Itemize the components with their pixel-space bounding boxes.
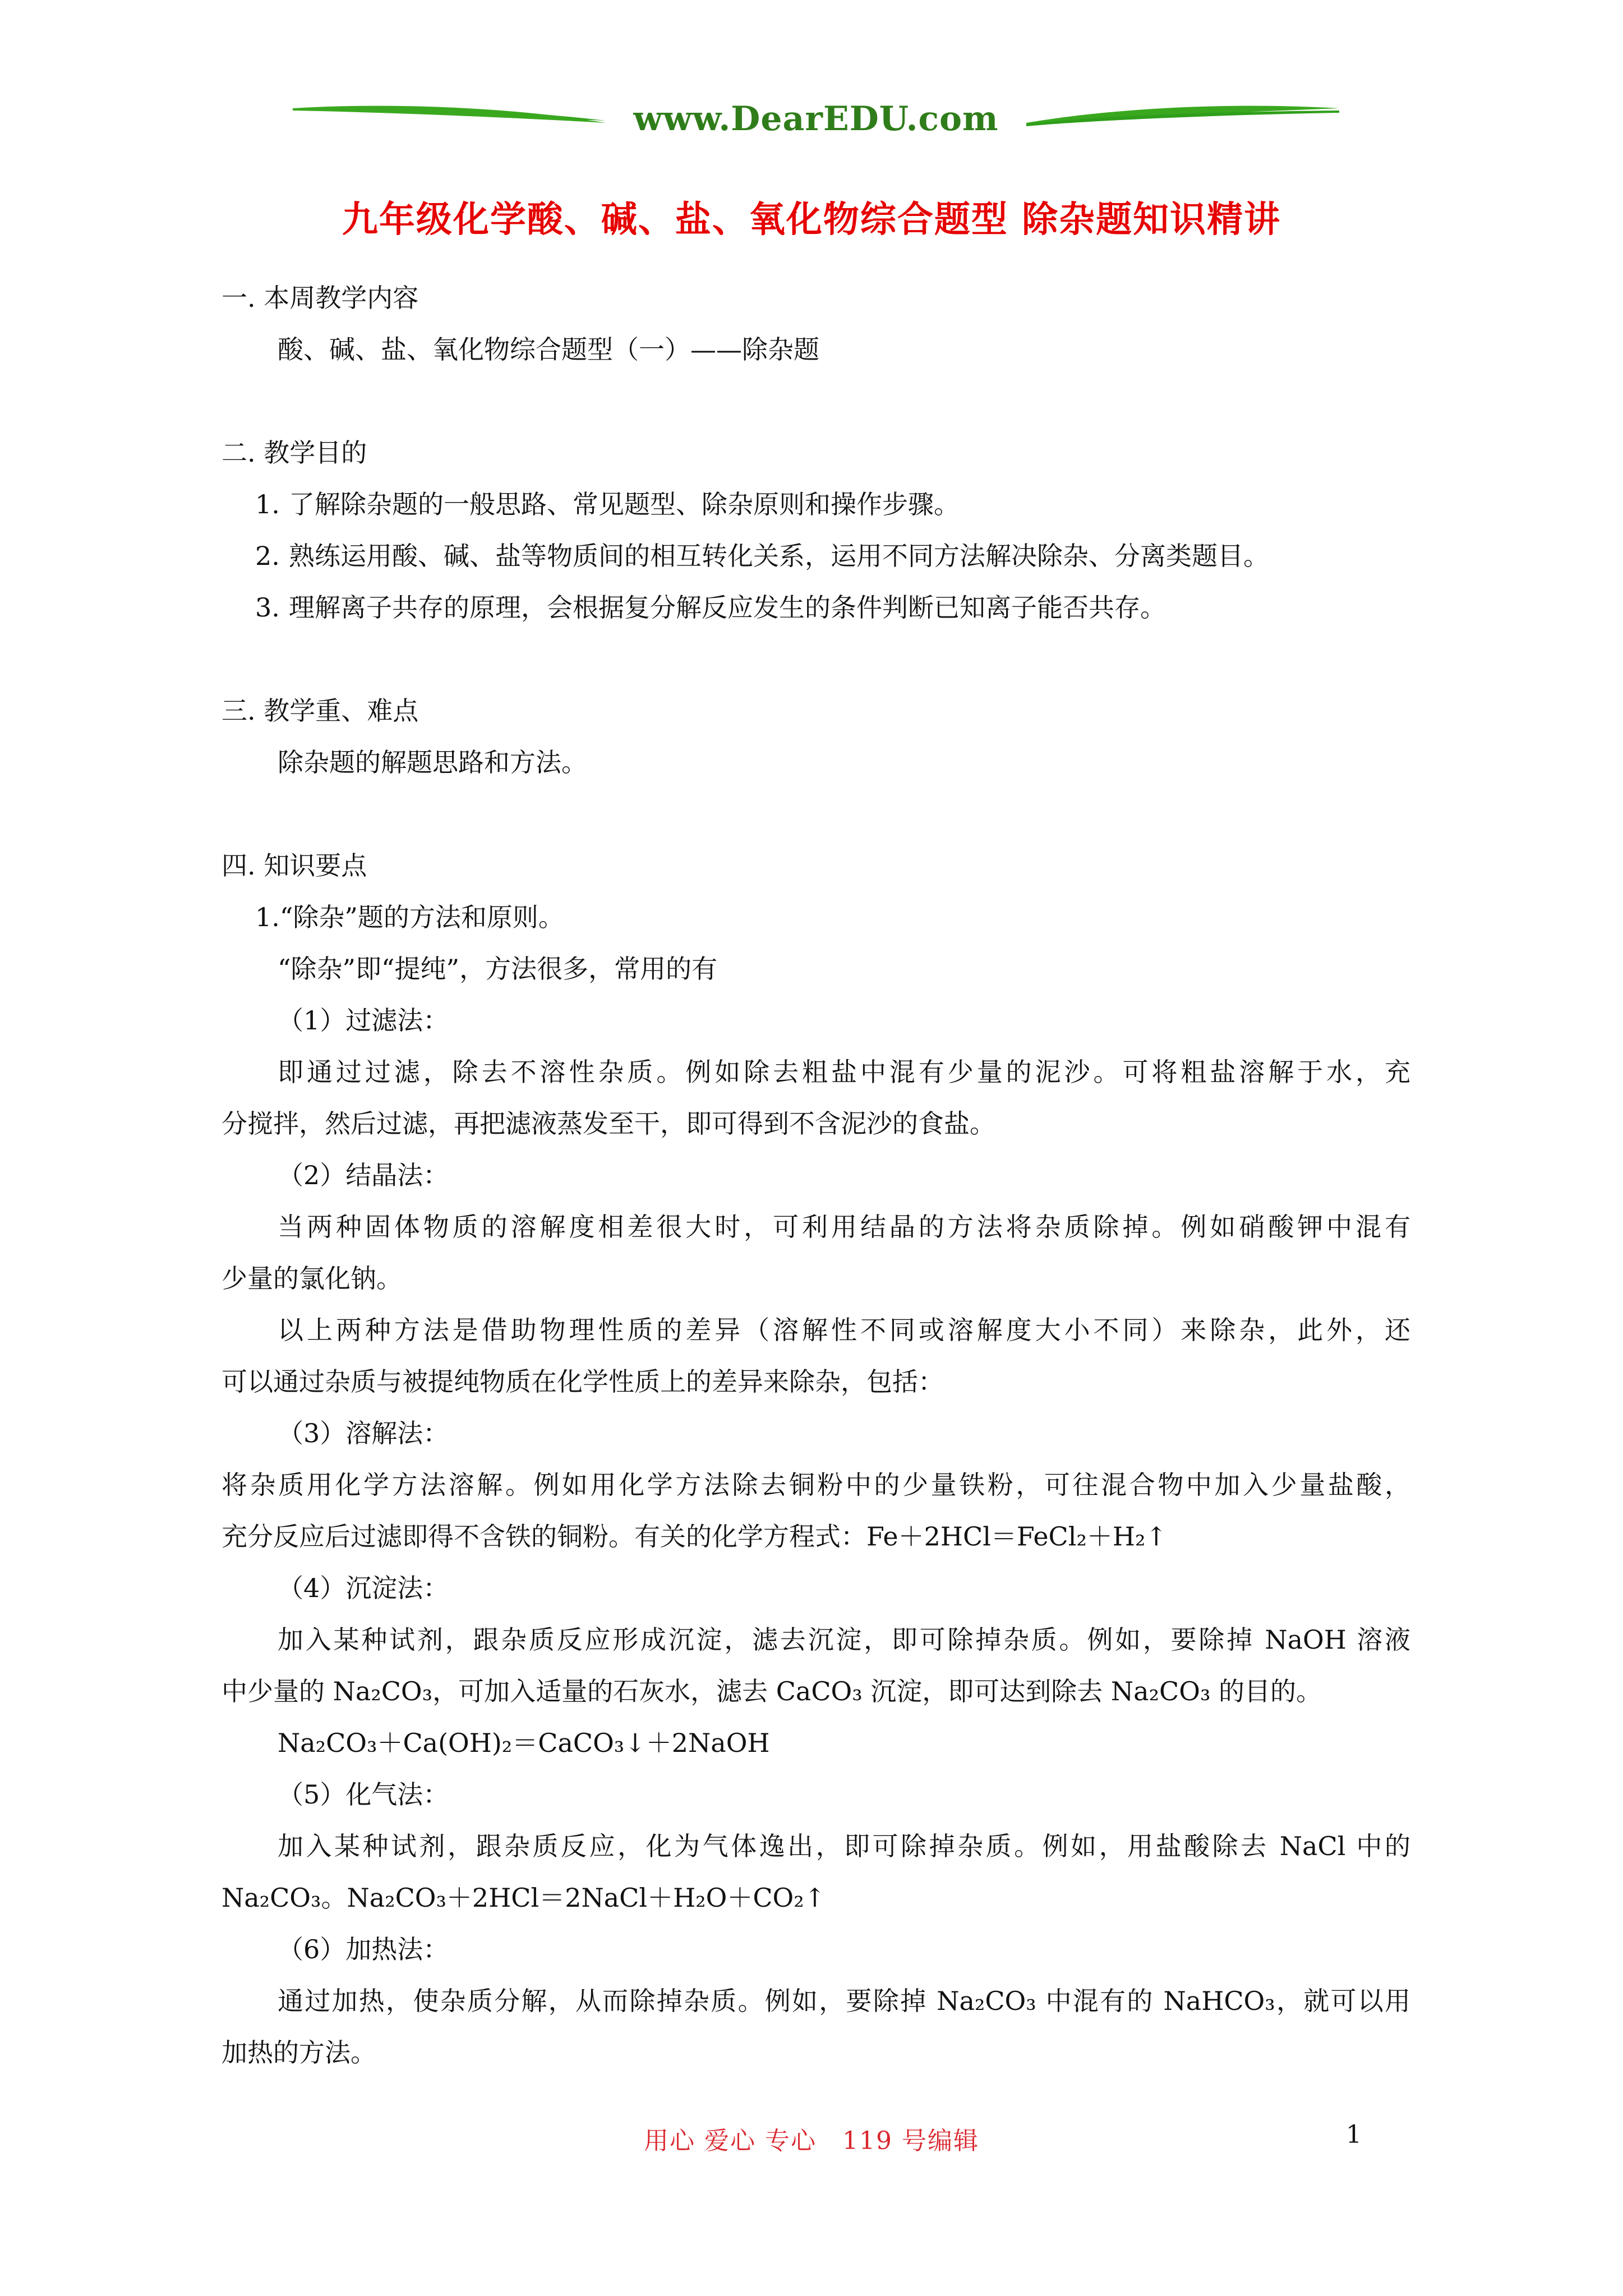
goal-text: 熟练运用酸、碱、盐等物质间的相互转化关系，运用不同方法解决除杂、分离类题目。 bbox=[289, 541, 1269, 571]
section-4-heading: 四. 知识要点 bbox=[222, 850, 367, 881]
method-6-line-1: 通过加热，使杂质分解，从而除掉杂质。例如，要除掉 Na₂CO₃ 中混有的 NaHCO₃，就可以用 bbox=[278, 1986, 1410, 2016]
goal-num: 3. bbox=[255, 592, 280, 623]
footer-text: 用心 爱心 专心 119 号编辑 bbox=[644, 2127, 979, 2155]
goal-num: 1. bbox=[255, 489, 280, 519]
method-5-line-2: Na₂CO₃。Na₂CO₃＋2HCl＝2NaCl＋H₂O＋CO₂↑ bbox=[222, 1883, 826, 1913]
summary-line-1: 以上两种方法是借助物理性质的差异（溶解性不同或溶解度大小不同）来除杂，此外，还 bbox=[278, 1315, 1410, 1345]
page-title: 九年级化学酸、碱、盐、氧化物综合题型 除杂题知识精讲 bbox=[342, 199, 1281, 241]
method-2-line-2: 少量的氯化钠。 bbox=[222, 1263, 402, 1294]
site-logo bbox=[292, 98, 1340, 149]
method-2-title: （2）结晶法： bbox=[278, 1160, 449, 1190]
method-1-title: （1）过滤法： bbox=[278, 1005, 449, 1036]
method-3-line-1: 将杂质用化学方法溶解。例如用化学方法除去铜粉中的少量铁粉，可往混合物中加入少量盐酸， bbox=[222, 1470, 1410, 1500]
page-number: 1 bbox=[1346, 2120, 1362, 2149]
section-1-body: 酸、碱、盐、氧化物综合题型（一）——除杂题 bbox=[278, 334, 819, 365]
method-5-line-1: 加入某种试剂，跟杂质反应，化为气体逸出，即可除掉杂质。例如，用盐酸除去 NaCl 中的 bbox=[278, 1831, 1410, 1861]
method-2-line-1: 当两种固体物质的溶解度相差很大时，可利用结晶的方法将杂质除掉。例如硝酸钾中混有 bbox=[278, 1212, 1410, 1242]
method-1-line-1: 即通过过滤，除去不溶性杂质。例如除去粗盐中混有少量的泥沙。可将粗盐溶解于水，充 bbox=[278, 1057, 1410, 1087]
method-3-line-2: 充分反应后过滤即得不含铁的铜粉。有关的化学方程式：Fe＋2HCl＝FeCl₂＋H₂↑ bbox=[222, 1521, 1167, 1552]
goal-text: 了解除杂题的一般思路、常见题型、除杂原则和操作步骤。 bbox=[289, 489, 960, 519]
summary-line-2: 可以通过杂质与被提纯物质在化学性质上的差异来除杂，包括： bbox=[222, 1366, 944, 1397]
goal-item-3 bbox=[222, 582, 1410, 633]
knowledge-intro: “除杂”即“提纯”，方法很多，常用的有 bbox=[278, 954, 718, 984]
method-4-line-1: 加入某种试剂，跟杂质反应形成沉淀，滤去沉淀，即可除掉杂质。例如，要除掉 NaOH 溶液 bbox=[278, 1625, 1410, 1655]
method-3-title: （3）溶解法： bbox=[278, 1418, 449, 1448]
section-3-body: 除杂题的解题思路和方法。 bbox=[278, 747, 587, 777]
section-1-heading: 一. 本周教学内容 bbox=[222, 283, 419, 313]
logo-text: www.DearEDU.com bbox=[633, 99, 999, 139]
goal-item-1 bbox=[222, 478, 1410, 530]
goal-num: 2. bbox=[255, 541, 280, 571]
document-body bbox=[222, 272, 1410, 2078]
method-5-title: （5）化气法： bbox=[278, 1779, 449, 1810]
method-4-title: （4）沉淀法： bbox=[278, 1573, 449, 1603]
method-4-line-2: 中少量的 Na₂CO₃，可加入适量的石灰水，滤去 CaCO₃ 沉淀，即可达到除去 Na₂CO₃ 的目的。 bbox=[222, 1676, 1322, 1706]
method-6-line-2: 加热的方法。 bbox=[222, 2037, 376, 2068]
goal-text: 理解离子共存的原理，会根据复分解反应发生的条件判断已知离子能否共存。 bbox=[289, 592, 1166, 623]
goal-item-2 bbox=[222, 530, 1410, 582]
method-1-line-2: 分搅拌，然后过滤，再把滤液蒸发至干，即可得到不含泥沙的食盐。 bbox=[222, 1108, 995, 1139]
knowledge-item-1: 1.“除杂”题的方法和原则。 bbox=[255, 902, 564, 932]
section-2-heading: 二. 教学目的 bbox=[222, 438, 367, 468]
section-3-heading: 三. 教学重、难点 bbox=[222, 696, 419, 726]
method-6-title: （6）加热法： bbox=[278, 1934, 449, 1964]
method-4-equation: Na₂CO₃＋Ca(OH)₂＝CaCO₃↓＋2NaOH bbox=[278, 1728, 770, 1758]
